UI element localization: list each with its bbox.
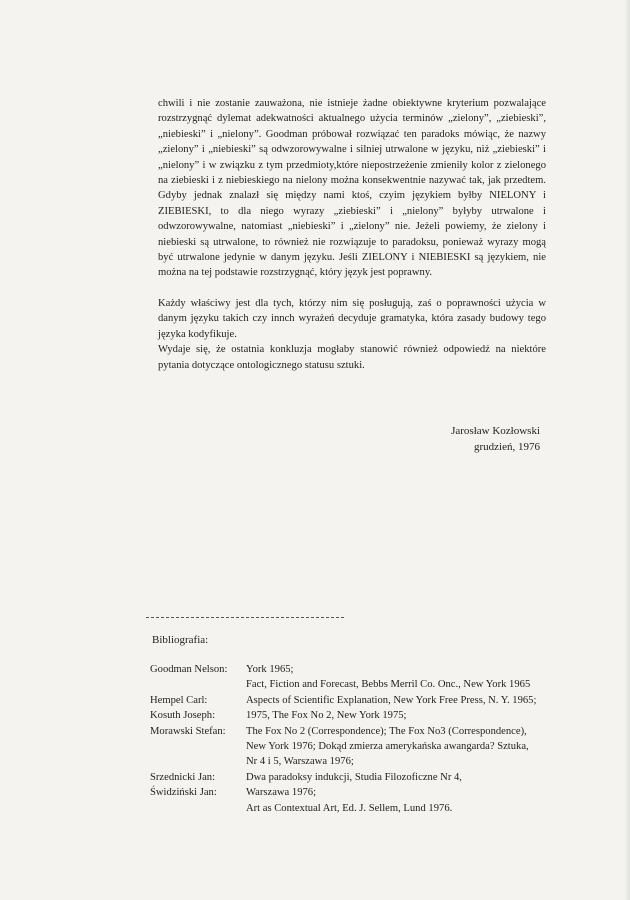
bibliography-work: Fact, Fiction and Forecast, Bebbs Merril Co. Onc., New York 1965	[246, 679, 531, 691]
bibliography-title: Bibliografia:	[152, 634, 209, 646]
section-divider	[146, 617, 344, 618]
signature-date: grudzień, 1976	[474, 441, 540, 453]
signature-block	[451, 423, 540, 455]
bibliography-author: Hempel Carl:	[150, 694, 208, 706]
bibliography-work: Warszawa 1976;	[246, 787, 317, 799]
signature-author: Jarosław Kozłowski	[451, 425, 540, 437]
bibliography-entry	[150, 770, 542, 785]
bibliography-author: Srzednicki Jan:	[150, 771, 216, 783]
bibliography-entry	[150, 662, 542, 693]
essay-text	[158, 96, 546, 373]
bibliography-entry	[150, 693, 542, 708]
bibliography-list	[150, 662, 542, 816]
paragraph-2: Każdy właściwy jest dla tych, którzy nim się posługują, zaś o poprawności użycia w danym języku takich czy innch wyrażeń decyduje gramatyka, która zasady budowy tego języka kodyfikuje.	[158, 297, 546, 340]
bibliography-work: 1975, The Fox No 2, New York 1975;	[246, 710, 407, 722]
bibliography-work: Dwa paradoksy indukcji, Studia Filozoficzne Nr 4,	[246, 771, 462, 783]
bibliography-author: Goodman Nelson:	[150, 664, 228, 675]
page-edge-shadow	[624, 0, 630, 900]
bibliography-work: The Fox No 2 (Correspondence); The Fox No3 (Correspondence), New York 1976; Dokąd zmierza amerykańska awangarda? Sztuka, Nr 4 i 5, Warszawa 1976;	[246, 725, 529, 768]
bibliography-work: Art as Contextual Art, Ed. J. Sellem, Lund 1976.	[246, 802, 453, 814]
paragraph-1: chwili i nie zostanie zauważona, nie istnieje żadne obiektywne kryterium pozwalające rozstrzygnąć dylemat adekwatności aktualnego użycia terminów „zielony”, „ziebieski”, „niebieski” i „nielony”. Goodman próbował rozwiązać ten paradoks mówiąc, że nazwy „zielony” i „niebieski” są odwzorowywalne i silniej utrwalone w języku, niż „ziebieski” i „nielony” i w związku z tym przedmioty,które niepostrzeżenie zmieniły kolor z zielonego na ziebieski i z niebieskiego na nielony można konsekwentnie nazywać tak, jak przedtem. Gdyby jednak znalazł się między nami ktoś, czyim językiem byłby NIELONY i ZIEBIESKI, to dla niego wyrazy „ziebieski” i „nielony” byłyby utrwalone i odwzorowywalne, natomiast „niebieski” i „zielony” nie. Jeżeli powiemy, że zielony i niebieski są utrwalone, to również nie rozwiązuje to paradoksu, ponieważ wyrazy mogą być utrwalone jedynie w danym języku. Jeśli ZIELONY i NIEBIESKI są językiem, nie można na tej podstawie rozstrzygnąć, który język jest poprawny.	[158, 98, 546, 279]
bibliography-entry	[150, 785, 542, 816]
bibliography-author: Kosuth Joseph:	[150, 710, 216, 722]
bibliography-entry	[150, 708, 542, 723]
paragraph-3: Wydaje się, że ostatnia konkluzja mogłaby stanowić również odpowiedź na niektóre pytania dotyczące ontologicznego statusu sztuki.	[158, 344, 546, 371]
bibliography-work: Aspects of Scientific Explanation, New York Free Press, N. Y. 1965;	[246, 694, 537, 706]
bibliography-author: Morawski Stefan:	[150, 725, 226, 737]
bibliography-author: Świdziński Jan:	[150, 787, 217, 799]
bibliography-entry	[150, 724, 542, 770]
bibliography-work: York 1965;	[246, 664, 294, 675]
